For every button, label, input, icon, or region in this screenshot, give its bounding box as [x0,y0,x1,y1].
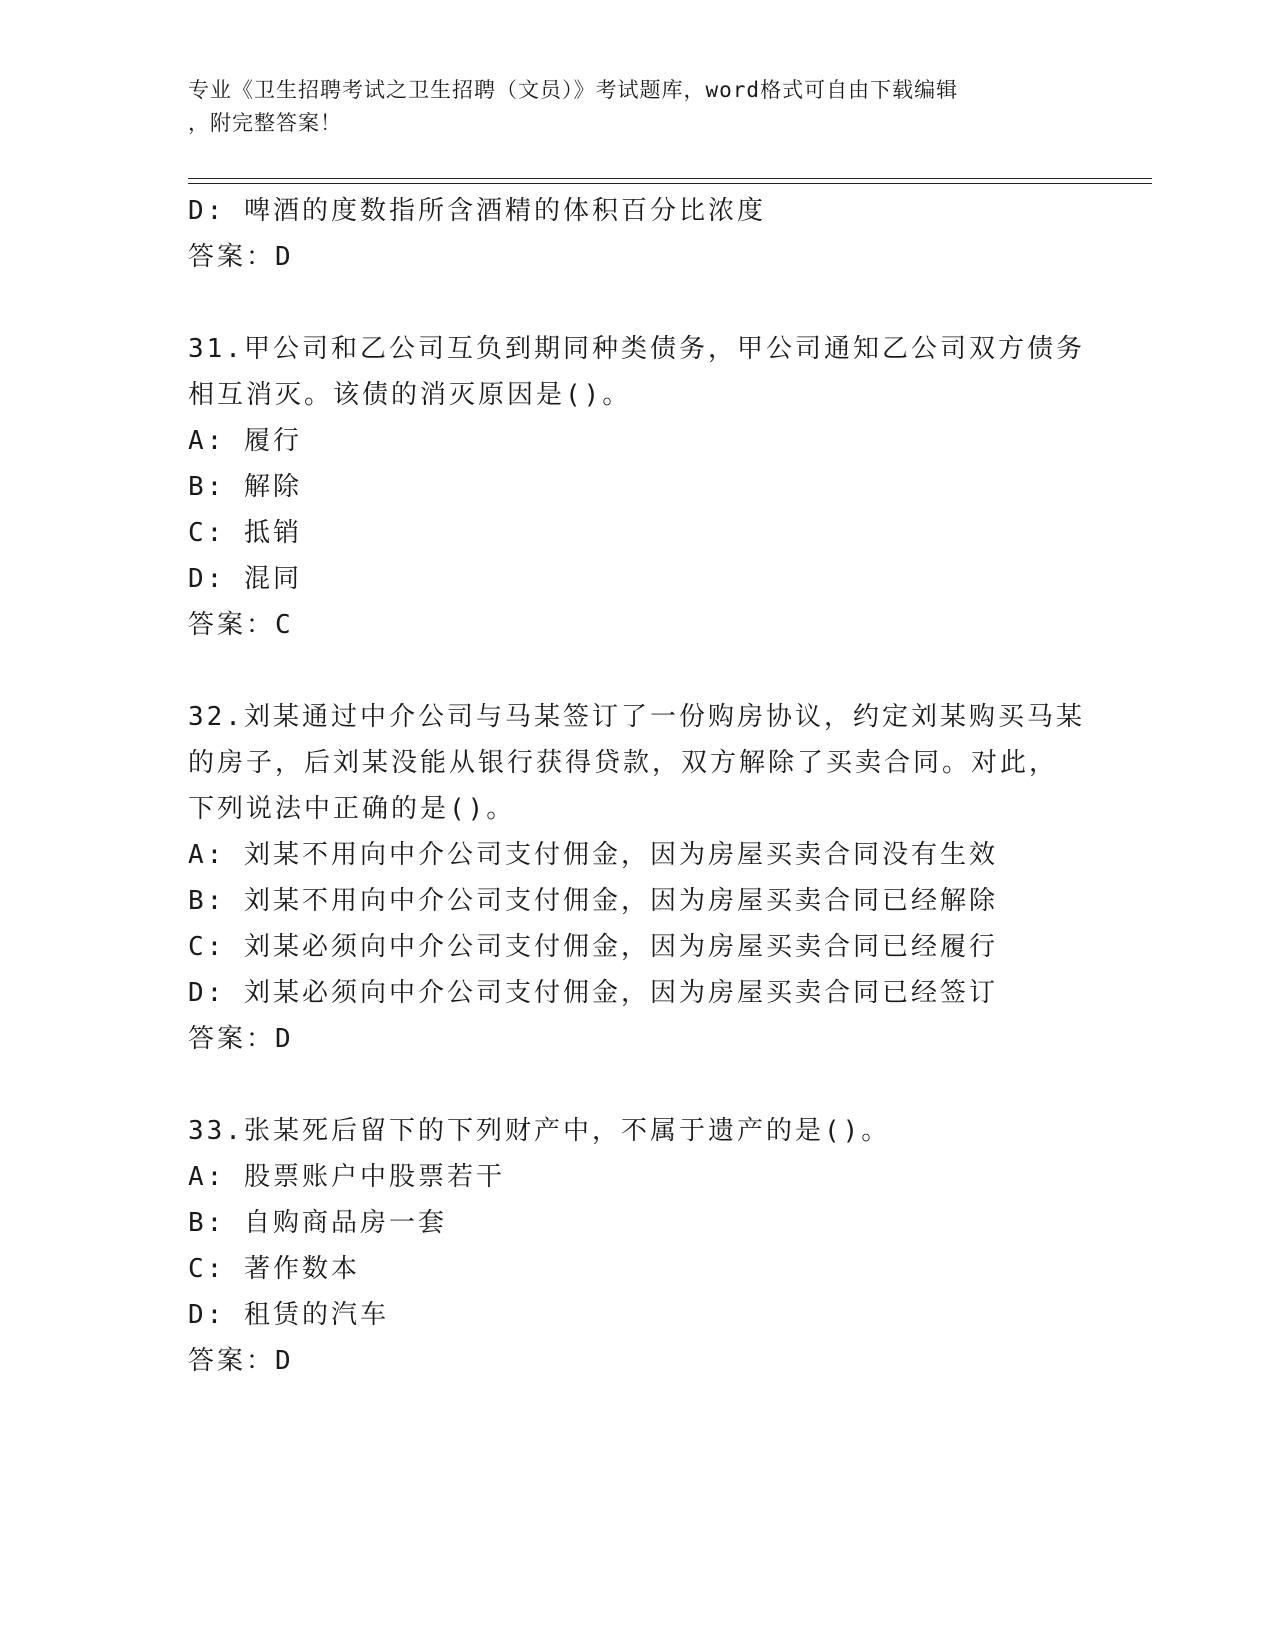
question-stem: 31.甲公司和乙公司互负到期同种类债务，甲公司通知乙公司双方债务 [188,334,1085,364]
question-31 [188,326,1088,648]
option-a: A: 履行 [188,426,302,456]
option-d: D: 租赁的汽车 [188,1300,389,1330]
question-stem: 的房子，后刘某没能从银行获得贷款，双方解除了买卖合同。对此， [188,748,1059,778]
header-line-1: 专业《卫生招聘考试之卫生招聘（文员）》考试题库，word格式可自由下载编辑 [188,78,959,102]
option-b: B: 刘某不用向中介公司支付佣金，因为房屋买卖合同已经解除 [188,886,998,916]
option-c: C: 刘某必须向中介公司支付佣金，因为房屋买卖合同已经履行 [188,932,998,962]
option-d: D: 啤酒的度数指所含酒精的体积百分比浓度 [188,196,766,226]
question-stem: 相互消灭。该债的消灭原因是()。 [188,380,632,410]
question-32 [188,694,1088,1062]
option-a: A: 刘某不用向中介公司支付佣金，因为房屋买卖合同没有生效 [188,840,998,870]
answer: 答案：D [188,242,294,272]
answer: 答案：C [188,610,294,640]
option-a: A: 股票账户中股票若干 [188,1162,505,1192]
spacer [188,648,1088,694]
header-line-2: ，附完整答案！ [188,111,342,135]
question-33 [188,1108,1088,1384]
option-d: D: 混同 [188,564,302,594]
answer: 答案：D [188,1024,294,1054]
document-header [188,74,1088,140]
option-c: C: 著作数本 [188,1254,360,1284]
option-b: B: 自购商品房一套 [188,1208,447,1238]
option-b: B: 解除 [188,472,302,502]
answer: 答案：D [188,1346,294,1376]
spacer [188,1062,1088,1108]
question-stem: 32.刘某通过中介公司与马某签订了一份购房协议，约定刘某购买马某 [188,702,1085,732]
question-stem: 下列说法中正确的是()。 [188,794,516,824]
option-c: C: 抵销 [188,518,302,548]
question-stem: 33.张某死后留下的下列财产中，不属于遗产的是()。 [188,1116,891,1146]
question-list [188,188,1088,1384]
header-divider-bottom [188,183,1152,184]
previous-question-tail [188,188,1088,280]
header-divider-top [188,178,1152,179]
option-d: D: 刘某必须向中介公司支付佣金，因为房屋买卖合同已经签订 [188,978,998,1008]
spacer [188,280,1088,326]
